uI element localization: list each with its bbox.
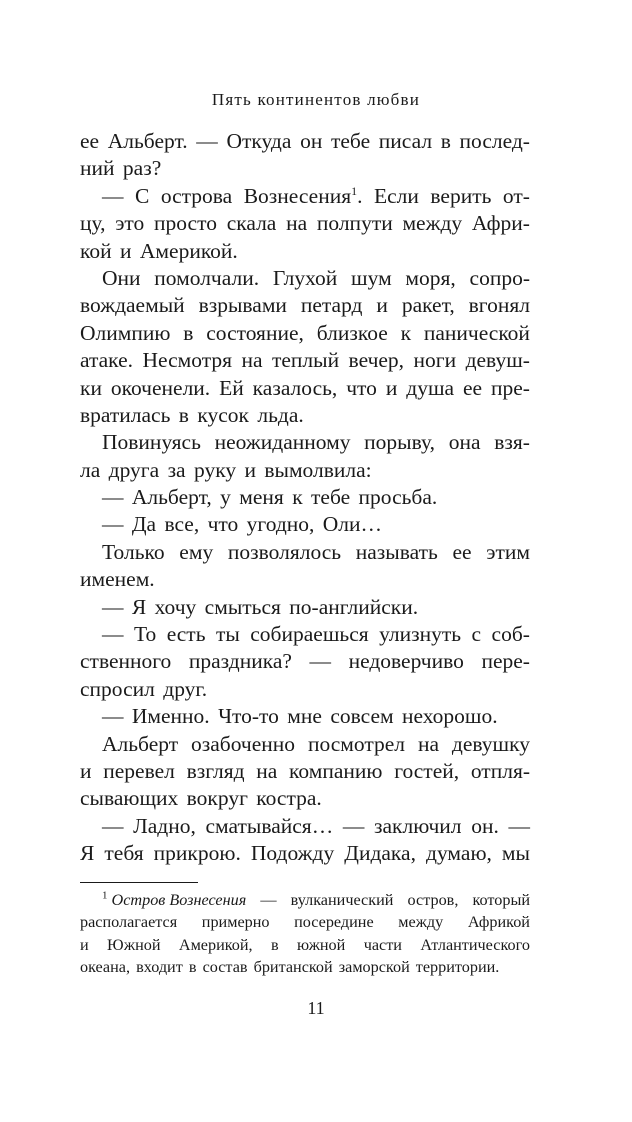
- word: соб-: [491, 622, 530, 647]
- word: Африкой: [467, 913, 530, 932]
- word: девуш-: [465, 348, 530, 373]
- word: и: [376, 293, 388, 318]
- text-line: [80, 155, 530, 182]
- word: к: [292, 485, 303, 510]
- word: Я: [131, 594, 147, 619]
- word: тебе: [330, 129, 371, 153]
- word: в: [440, 129, 451, 153]
- word: ноги: [413, 348, 457, 373]
- word: близкое: [316, 320, 388, 345]
- word: —: [260, 891, 277, 909]
- word: тебя: [104, 841, 144, 866]
- word: и: [244, 457, 256, 482]
- text-line: [80, 594, 530, 621]
- word: к: [400, 320, 412, 345]
- word: мне: [287, 704, 322, 729]
- text-line: [80, 457, 530, 484]
- word: состав: [202, 957, 248, 976]
- word: в: [183, 320, 194, 345]
- footnote-term-text: Остров Вознесения: [111, 891, 247, 909]
- text-line: [80, 511, 530, 538]
- word: ему: [179, 539, 214, 564]
- word: улизнуть: [379, 622, 462, 647]
- word: послед-: [459, 129, 530, 153]
- text-line: [80, 676, 530, 703]
- word: —: [102, 704, 124, 729]
- word: Оли…: [322, 512, 383, 537]
- text-line: [80, 703, 530, 730]
- word: —: [102, 485, 124, 510]
- text-line: [80, 539, 530, 566]
- text-line: [80, 840, 530, 867]
- word: взрывами: [198, 293, 287, 318]
- text-line: [80, 566, 530, 593]
- word: цу,: [80, 211, 106, 236]
- text-line: [80, 375, 530, 402]
- word: —: [102, 622, 124, 647]
- word: Олимпию: [80, 320, 171, 345]
- word: посмотрел: [307, 731, 406, 756]
- word: сывающих: [80, 786, 179, 811]
- word: нехорошо.: [401, 704, 498, 729]
- word: который: [472, 891, 530, 909]
- word: перевел: [103, 758, 175, 783]
- footnote-term: [102, 889, 246, 911]
- word: острова: [160, 183, 233, 208]
- word: Атлантического: [420, 935, 530, 954]
- word: Да: [131, 512, 157, 537]
- word: костра.: [256, 786, 322, 811]
- word: от-: [502, 183, 530, 208]
- text-line: [80, 731, 530, 758]
- word: вымолвила:: [264, 457, 372, 482]
- word: пере-: [481, 649, 530, 674]
- footnote-line: [80, 911, 530, 933]
- word: льда.: [257, 402, 304, 427]
- word: угодно,: [246, 512, 315, 537]
- word: смыться: [204, 594, 281, 619]
- word: —: [309, 649, 331, 674]
- word: Несмотря: [142, 348, 232, 373]
- word: —: [196, 129, 218, 153]
- word: по-английски.: [289, 594, 419, 619]
- word: озабоченно: [191, 731, 296, 756]
- word: в: [178, 402, 189, 427]
- word: хочу: [154, 594, 197, 619]
- word: Именно.: [131, 704, 210, 729]
- word: скала: [226, 211, 277, 236]
- word: на: [286, 211, 308, 236]
- word: порыву,: [364, 430, 436, 455]
- word: помолчали.: [154, 265, 260, 290]
- word: Альберт.: [107, 129, 188, 153]
- text-line: [80, 648, 530, 675]
- text-line: [80, 621, 530, 648]
- word: панической: [423, 320, 530, 345]
- punctuation: .: [357, 183, 363, 208]
- text-line: [80, 238, 530, 265]
- word: руку: [193, 457, 237, 482]
- text-line: [80, 758, 530, 785]
- word: То: [133, 622, 157, 647]
- word: с: [471, 622, 482, 647]
- word: Что-то: [218, 704, 279, 729]
- text-line: [80, 785, 530, 812]
- word: ла: [80, 457, 101, 482]
- word: теплый: [271, 348, 340, 373]
- word: располагается: [80, 913, 178, 932]
- word: он.: [471, 813, 499, 838]
- word: в: [270, 935, 279, 954]
- text-line: [80, 292, 530, 319]
- text-line: [80, 484, 530, 511]
- text-line: [80, 320, 530, 347]
- word: раз?: [122, 156, 162, 181]
- word: С: [134, 183, 150, 208]
- word: входит: [136, 957, 183, 976]
- word: Альберт: [102, 731, 179, 756]
- word: тебе: [311, 485, 351, 510]
- word: она: [448, 430, 481, 455]
- word: Афри-: [471, 211, 530, 236]
- word: именем.: [80, 567, 155, 592]
- word: в: [188, 957, 197, 976]
- word: вечер,: [348, 348, 405, 373]
- text-line: [80, 183, 530, 210]
- word: за: [167, 457, 186, 482]
- word: ний: [80, 156, 115, 181]
- word: казалось,: [252, 375, 338, 400]
- word: и: [80, 935, 89, 954]
- word: между: [398, 913, 444, 932]
- word: —: [102, 183, 124, 208]
- word: —: [508, 813, 530, 838]
- word: Америкой,: [178, 935, 253, 954]
- word: —: [102, 512, 124, 537]
- word: Южной: [107, 935, 161, 954]
- word: —: [102, 813, 124, 838]
- word: посередине: [294, 913, 374, 932]
- word: Дидака,: [344, 841, 416, 866]
- body-text: [80, 128, 530, 868]
- word: отпля-: [470, 758, 530, 783]
- word: друга: [108, 457, 160, 482]
- word: просьба.: [358, 485, 438, 510]
- word: спросил: [80, 676, 155, 701]
- word: Повинуясь: [102, 430, 201, 455]
- running-head: Пять континентов любви: [211, 90, 421, 109]
- word: полпути: [316, 211, 393, 236]
- text-line: [80, 402, 530, 429]
- word: вулканический: [290, 891, 394, 909]
- word: ее: [80, 129, 100, 153]
- word: называть: [355, 539, 438, 564]
- word: Америкой.: [139, 238, 238, 263]
- word: на: [241, 348, 263, 373]
- word: Они: [102, 265, 141, 290]
- word: недоверчиво: [348, 649, 464, 674]
- word: это: [115, 211, 145, 236]
- word: писал: [378, 129, 433, 153]
- word: южной: [297, 935, 346, 954]
- word: прикрою.: [153, 841, 241, 866]
- word: Подожду: [250, 841, 335, 866]
- word: ты: [215, 622, 240, 647]
- word: позволялось: [227, 539, 342, 564]
- word: что: [207, 512, 239, 537]
- word: вокруг: [186, 786, 248, 811]
- text-line: [80, 813, 530, 840]
- word: —: [102, 594, 124, 619]
- word: взя-: [494, 430, 530, 455]
- word: Вознесения$^1$.: [243, 183, 363, 208]
- word: сопро-: [469, 265, 530, 290]
- word: заключил: [374, 813, 462, 838]
- word: мы: [501, 841, 530, 866]
- word: у: [220, 485, 231, 510]
- word: пре-: [491, 375, 530, 400]
- word: думаю,: [426, 841, 492, 866]
- footnote: [80, 889, 530, 978]
- word: неожиданному: [214, 430, 351, 455]
- word: кой: [80, 238, 112, 263]
- footnote-rule: [80, 882, 198, 883]
- word: британской: [253, 957, 333, 976]
- word: праздника?: [188, 649, 292, 674]
- word: петард: [300, 293, 363, 318]
- word: остров,: [407, 891, 459, 909]
- word: ее: [462, 375, 483, 400]
- word: вождаемый: [80, 293, 185, 318]
- word: что: [346, 375, 377, 400]
- word: этим: [486, 539, 530, 564]
- word: шум: [351, 265, 392, 290]
- word: ее: [452, 539, 472, 564]
- word: заморской: [338, 957, 410, 976]
- word: части: [363, 935, 402, 954]
- word: вгонял: [468, 293, 530, 318]
- page-number: 11: [307, 998, 325, 1018]
- word: гостей,: [394, 758, 460, 783]
- word: Откуда: [226, 129, 292, 153]
- word: ки: [80, 375, 102, 400]
- footnote-marker: 1: [351, 183, 358, 198]
- word: собираешься: [250, 622, 369, 647]
- word: Только: [102, 539, 165, 564]
- word: вратилась: [80, 402, 171, 427]
- word: верить: [430, 183, 492, 208]
- word: моря,: [405, 265, 456, 290]
- word: Я: [80, 841, 95, 866]
- word: сматывайся…: [205, 813, 334, 838]
- word: и: [120, 238, 132, 263]
- word: Альберт,: [131, 485, 212, 510]
- word: территории.: [415, 957, 500, 976]
- word: между: [402, 211, 463, 236]
- word: Глухой: [272, 265, 338, 290]
- word: —: [342, 813, 365, 838]
- word: девушку: [451, 731, 530, 756]
- word: компанию: [289, 758, 383, 783]
- word: он: [300, 129, 323, 153]
- word: и: [385, 375, 398, 400]
- word: примерно: [201, 913, 270, 932]
- word: состояние,: [206, 320, 304, 345]
- word: Ей: [219, 375, 244, 400]
- footnote-number: 1: [102, 889, 108, 902]
- text-line: [80, 210, 530, 237]
- footnote-line: [80, 956, 530, 978]
- text-line: [80, 429, 530, 456]
- word: ственного: [80, 649, 172, 674]
- word: Если: [373, 183, 419, 208]
- text-line: [80, 265, 530, 292]
- word: душа: [406, 375, 455, 400]
- word: окоченели.: [110, 375, 211, 400]
- word: на: [417, 731, 439, 756]
- word: все,: [164, 512, 200, 537]
- word: кусок: [197, 402, 249, 427]
- word: Ладно,: [133, 813, 196, 838]
- text-line: [80, 128, 530, 155]
- footnote-line: [80, 889, 530, 911]
- word: ракет,: [401, 293, 455, 318]
- footnote-line: [80, 934, 530, 956]
- text-line: [80, 347, 530, 374]
- word: совсем: [330, 704, 394, 729]
- word: меня: [239, 485, 284, 510]
- word: и: [80, 758, 92, 783]
- word: друг.: [163, 676, 208, 701]
- word: взгляд: [186, 758, 245, 783]
- word: на: [256, 758, 278, 783]
- word: просто: [154, 211, 217, 236]
- word: океана,: [80, 957, 131, 976]
- word: атаке.: [80, 348, 134, 373]
- word: есть: [166, 622, 206, 647]
